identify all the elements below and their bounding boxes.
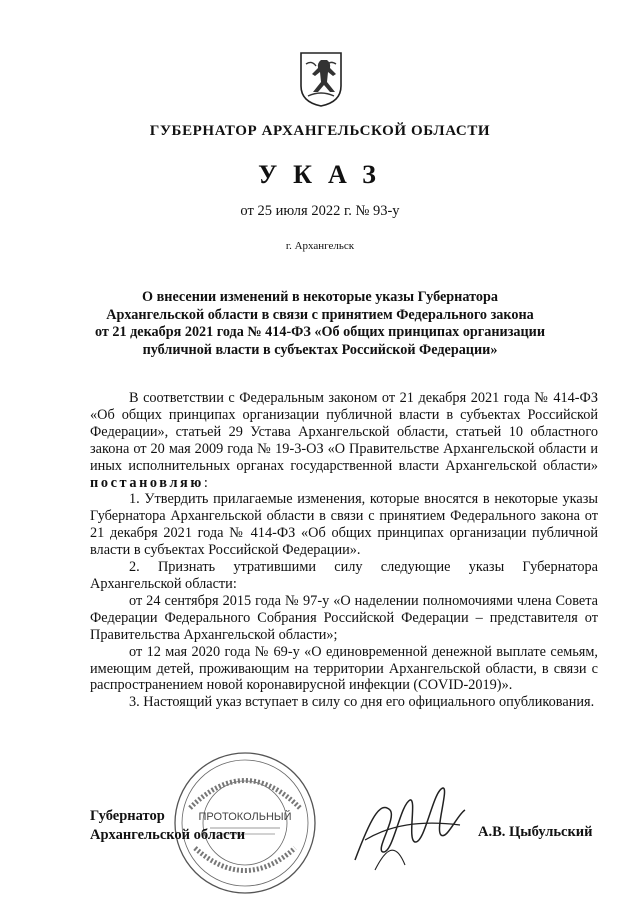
subject-line: от 21 декабря 2021 года № 414-ФЗ «Об общих принципах организации <box>94 324 546 341</box>
item-paragraph: 1. Утвердить прилагаемые изменения, которые вносятся в некоторые указы Губернатора Архангельской области в связи с принятием Федерального закона от 21 декабря 2021 года № 414-ФЗ «Об общих принципах организации публичной власти в субъектах Российской Федерации». <box>90 491 598 559</box>
subject-line: публичной власти в субъектах Российской Федерации» <box>142 341 498 358</box>
item-paragraph: от 12 мая 2020 года № 69-у «О единовременной денежной выплате семьям, имеющим детей, проживающим на территории Архангельской области, в связи с распространением новой коронавирусной инфекции (COVID-2019)». <box>90 643 598 694</box>
document-title: УКАЗ <box>258 160 392 189</box>
subject-line: Архангельской области в связи с принятием Федерального закона <box>106 306 534 323</box>
document-body <box>90 390 598 711</box>
position-line: Губернатор <box>90 808 165 824</box>
item-paragraph: 2. Признать утратившими силу следующие указы Губернатора Архангельской области: <box>90 559 598 592</box>
preamble-text: В соответствии с Федеральным законом от 21 декабря 2021 года № 414-ФЗ «Об общих принципах организации публичной власти в субъектах Российской Федерации», статьей 29 Устава Архангельской области, статьей 10 областного закона от 20 мая 2009 года № 19-3-ОЗ «О Правительстве Архангельской области и иных исполнительных органах государственной власти Архангельской области» <box>90 390 598 474</box>
signatory-position <box>90 807 245 845</box>
stamp-label: ПРОТОКОЛЬНЫЙ <box>198 811 292 823</box>
position-line: Архангельской области <box>90 827 246 843</box>
document-city: г. Архангельск <box>285 240 355 252</box>
document-date: от 25 июля 2022 г. № 93-у <box>240 203 400 219</box>
subject-line: О внесении изменений в некоторые указы Губернатора <box>142 289 498 305</box>
issuer-header: ГУБЕРНАТОР АРХАНГЕЛЬСКОЙ ОБЛАСТИ <box>149 123 491 139</box>
item-paragraph: 3. Настоящий указ вступает в силу со дня его официального опубликования. <box>129 694 595 711</box>
item-paragraph: от 24 сентября 2015 года № 97-у «О наделении полномочиями члена Совета Федерации Федерального Собрания Российской Федерации – представителя от Правительства Архангельской области»; <box>90 592 598 643</box>
document-subject <box>80 289 560 359</box>
signatory-name: А.В. Цыбульский <box>478 824 593 840</box>
decree-word: постановляю <box>90 474 204 491</box>
coat-of-arms-icon <box>298 50 344 108</box>
preamble-paragraph: В соответствии с Федеральным законом от 21 декабря 2021 года № 414-ФЗ «Об общих принципах организации публичной власти в субъектах Российской Федерации», статьей 29 Устава Архангельской области, статьей 10 областного закона от 20 мая 2009 года № 19-3-ОЗ «О Правительстве Архангельской области и иных исполнительных органах государственной власти Архангельской области» постановляю: <box>90 390 598 491</box>
handwritten-signature <box>345 780 475 880</box>
